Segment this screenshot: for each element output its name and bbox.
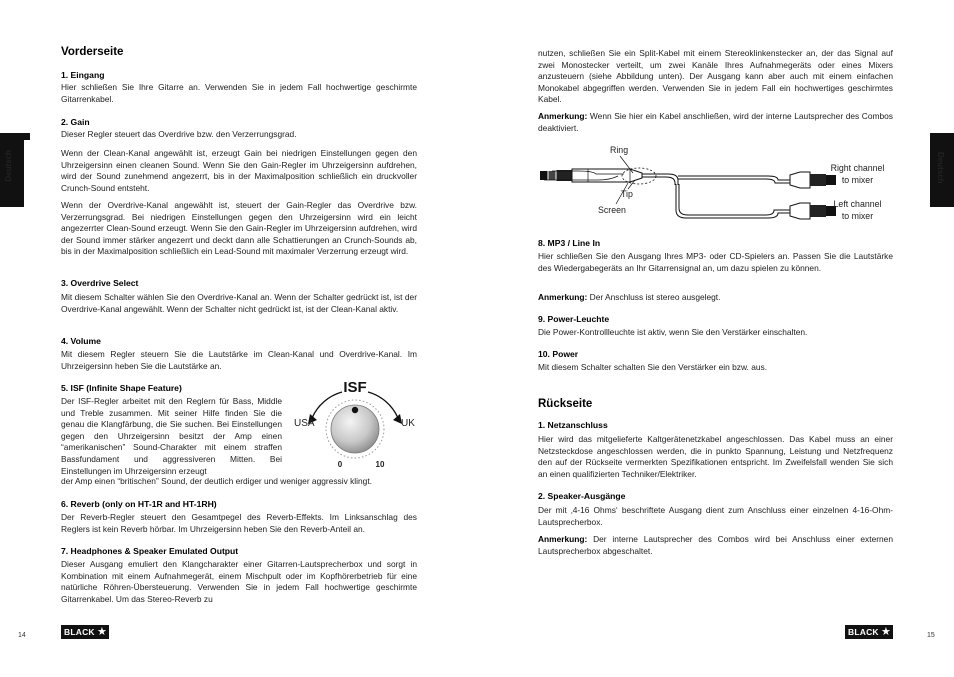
logo-text-right: BLACK (848, 627, 879, 637)
star-icon-right: ★ (880, 626, 891, 638)
knob-indicator (352, 407, 358, 413)
text-eingang: Hier schließen Sie Ihre Gitarre an. Verwenden Sie in jedem Fall hochwertige geschirmte Gitarrenkabel. (61, 82, 417, 104)
title-mp3: 8. MP3 / Line In (538, 238, 601, 248)
label-right-channel-1: Right channel (830, 163, 885, 173)
text-volume: Mit diesem Regler steuern Sie die Lautstärke im Clean-Kanal und Overdrive-Kanal. Im Uhrzeigersinn heben Sie die Lautstärke an. (61, 349, 417, 371)
label-left-channel (815, 199, 900, 222)
black-logo-left (61, 625, 109, 639)
page-number-right: 15 (927, 632, 935, 639)
note-label: Anmerkung: (538, 111, 588, 121)
text-headphones-cont: nutzen, schließen Sie ein Split-Kabel mit einem Stereoklinkenstecker an, der das Signal auf zwei Monostecker verteilt, um zwei Kanäle Ihres Aufnahmegeräts oder eines Mixers anzusteuern (siehe Abbildung unten). Der Ausgang kann aber auch mit einem einfachen Monokabel abgegriffen werden. Verwenden Sie in jedem Fall ein hochwertiges geschirmtes Kabel. (538, 48, 893, 105)
note-headphones (538, 111, 893, 134)
text-gain-3: Wenn der Overdrive-Kanal angewählt ist, steuert der Gain-Regler das Overdrive bzw. Verzerrungsgrad. Bei niedrigen Einstellungen gegen den Uhrzeigersinn wird ein leicht angezerrter Clean-Sound erzeugt. Wenn Sie den Gain-Regler im Uhrzeigersinn aufdrehen, wird der Sound immer stärker angezerrt und deckt dann alle Schattierungen an Crunch-Sounds ab, bis in der Maximalposition schließlich ein Lead-Sound mit maximaler Verzerrung erzeugt wird. (61, 200, 417, 257)
text-isf: Der ISF-Regler arbeitet mit den Reglern für Bass, Middle und Treble zusammen. Mit seiner Hilfe finden Sie die genau die Klangfärbung, die Sie suchen. Bei Einstellungen gegen den Uhrzeigersinn besitzt der Amp einen “amerikanischen” Sound-Charakter mit einem straffen Bassfundament und aggressiveren Mitten. Bei Einstellungen im Uhrzeigersinn erzeugt (61, 396, 282, 476)
knob-title: ISF (343, 379, 367, 396)
star-icon: ★ (96, 626, 107, 638)
text-gain-2: Wenn der Clean-Kanal angewählt ist, erzeugt Gain bei niedrigen Einstellungen gegen den Uhrzeigersinn einen cleanen Sound. Wenn Sie den Gain-Regler im Uhrzeigersinn aufdrehen, wird der Sound zunehmend angezerrt, bis in der Maximalposition schließlich ein druckvoller Crunch-Sound entsteht. (61, 148, 417, 193)
text-power: Mit diesem Schalter schalten Sie den Verstärker ein bzw. aus. (538, 362, 768, 372)
stereo-plug-ring (548, 171, 556, 180)
title-power: 10. Power (538, 349, 579, 359)
text-power-led: Die Power-Kontrollleuchte ist aktiv, wenn Sie den Verstärker einschalten. (538, 327, 808, 337)
title-speaker: 2. Speaker-Ausgänge (538, 491, 626, 501)
note-text: Wenn Sie hier ein Kabel anschließen, wird der interne Lautsprecher des Combos deaktiviert. (538, 111, 893, 133)
text-overdrive: Mit diesem Schalter wählen Sie den Overdrive-Kanal an. Wenn der Schalter gedrückt ist, ist der Overdrive-Kanal angewählt. Wenn der Schalter nicht gedrückt ist, ist der Clean-Kanal aktiv. (61, 292, 417, 314)
label-left-channel-1: Left channel (833, 199, 882, 209)
knob-label-uk: UK (401, 418, 415, 429)
label-right-channel (815, 163, 900, 186)
stereo-plug-tip (540, 171, 548, 180)
label-right-channel-2: to mixer (841, 174, 874, 185)
text-netz: Hier wird das mitgelieferte Kaltgerätenetzkabel angeschlossen. Das Kabel muss an einer Netzsteckdose angeschlossen werden, die in punkto Spannung, Leistung und Netzfrequenz den auf der Rückseite vermerkten Spezifikationen entspricht. Im Zweifelsfall wenden Sie sich an einen qualifizierten Techniker/Elektriker. (538, 434, 893, 479)
text-isf-tail: der Amp einen “britischen” Sound, der deutlich erdiger und weniger aggressiv klingt. (61, 476, 372, 486)
logo-text-left: BLACK (64, 627, 95, 637)
title-volume: 4. Volume (61, 336, 101, 346)
text-reverb: Der Reverb-Regler steuert den Gesamtpegel des Reverb-Effekts. Im Linksanschlag des Reglers ist kein Reverb hörbar. Im Uhrzeigersinn heben Sie den Reverb-Anteil an. (61, 512, 417, 534)
title-netz: 1. Netzanschluss (538, 420, 608, 430)
black-logo-right (845, 625, 893, 639)
note-mp3 (538, 292, 893, 304)
label-tip: Tip (621, 189, 633, 199)
text-headphones: Dieser Ausgang emuliert den Klangcharakter einer Gitarren-Lautsprecherbox und sorgt in Kombination mit einem Aufnahmegerät, einem Mischpult oder im Kopfhörerbetrieb für eine natürliche Röhren-Übersteuerung. Verwenden Sie in jedem Fall hochwertige geschirmte Gitarrenkabel. Um das Stereo-Reverb zu (61, 559, 417, 604)
title-eingang: 1. Eingang (61, 70, 105, 80)
isf-knob-svg (290, 376, 420, 471)
tab-label-left: Deutsch (4, 150, 13, 182)
side-tab-left-edge (0, 133, 30, 140)
note-speaker-text: Der interne Lautsprecher des Combos wird bei Anschluss einer externen Lautsprecherbox abgeschaltet. (538, 534, 893, 556)
knob-max: 10 (375, 460, 385, 469)
stereo-plug-sleeve (556, 170, 572, 181)
knob-label-usa: USA (294, 418, 315, 429)
cable-right (642, 174, 678, 185)
title-power-led: 9. Power-Leuchte (538, 314, 610, 324)
note-mp3-text: Der Anschluss ist stereo ausgelegt. (587, 292, 721, 302)
tab-label-right: Deutsch (936, 152, 945, 184)
title-headphones: 7. Headphones & Speaker Emulated Output (61, 546, 239, 556)
text-gain-1: Dieser Regler steuert das Overdrive bzw. den Verzerrungsgrad. (61, 129, 297, 139)
mono-plug-left-body (790, 203, 810, 219)
label-left-channel-2: to mixer (841, 210, 874, 221)
note-speaker-label: Anmerkung: (538, 534, 588, 544)
mono-plug-right-body (790, 172, 810, 188)
isf-knob-diagram (290, 376, 420, 471)
title-overdrive: 3. Overdrive Select (61, 278, 139, 288)
knob-min: 0 (337, 460, 343, 469)
text-speaker: Der mit ‚4-16 Ohms‘ beschriftete Ausgang dient zum Anschluss einer einzelnen 4-16-Ohm-Lautsprecherbox. (538, 505, 893, 527)
note-speaker (538, 534, 893, 557)
text-mp3: Hier schließen Sie den Ausgang Ihres MP3- oder CD-Spielers an. Passen Sie die Lautstärke des Wiedergabegeräts an Ihr Gitarrensignal an, um dazu spielen zu können. (538, 251, 893, 273)
heading-rueckseite: Rückseite (538, 398, 593, 410)
label-screen: Screen (598, 205, 626, 215)
page-number-left: 14 (18, 632, 26, 639)
label-ring: Ring (610, 145, 629, 155)
note-mp3-label: Anmerkung: (538, 292, 588, 302)
title-isf: 5. ISF (Infinite Shape Feature) (61, 383, 182, 393)
title-reverb: 6. Reverb (only on HT-1R and HT-1RH) (61, 499, 217, 509)
heading-vorderseite: Vorderseite (61, 46, 124, 58)
title-gain: 2. Gain (61, 117, 90, 127)
